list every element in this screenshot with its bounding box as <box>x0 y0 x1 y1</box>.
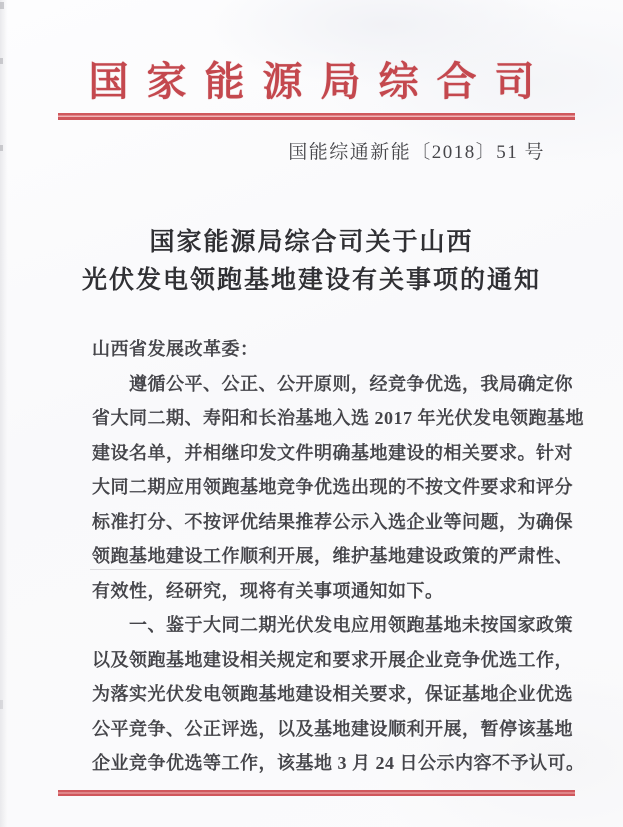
body-text-line: 企业竞争优选等工作，该基地 3 月 24 日公示内容不予认可。 <box>92 753 585 773</box>
notice-title <box>0 224 623 300</box>
scan-speck <box>0 2 4 9</box>
body-text-line: 有效性，经研究，现将有关事项通知如下。 <box>92 580 444 601</box>
letterhead-divider <box>58 113 575 120</box>
body-text-line: 建设名单，并相继印发文件明确基地建设的相关要求。针对 <box>92 442 573 463</box>
body-text-line: 标准打分、不按评优结果推荐公示入选企业等问题，为确保 <box>92 511 573 532</box>
scan-speck <box>0 700 3 709</box>
agency-letterhead: 国家能源局综合司 <box>88 59 553 104</box>
notice-title-line1: 国家能源局综合司关于山西 <box>149 229 474 256</box>
body-text-line: 一、鉴于大同二期光伏发电应用领跑基地未按国家政策 <box>92 615 573 635</box>
notice-body <box>92 332 585 781</box>
body-text-line: 领跑基地建设工作顺利开展，维护基地建设政策的严肃性、 <box>92 546 573 566</box>
body-text-line: 大同二期应用领跑基地竞争优选出现的不按文件要求和评分 <box>92 477 573 497</box>
scan-crease <box>90 569 300 570</box>
body-text-line: 山西省发展改革委： <box>92 339 259 359</box>
body-text-line: 以及领跑基地建设相关规定和要求开展企业竞争优选工作， <box>92 649 573 670</box>
notice-title-line2: 光伏发电领跑基地建设有关事项的通知 <box>81 267 541 294</box>
document-number: 国能综通新能〔2018〕51 号 <box>288 142 545 163</box>
footer-divider <box>58 790 575 796</box>
scan-speck <box>0 145 3 151</box>
body-text-line: 为落实光伏发电领跑基地建设相关要求，保证基地企业优选 <box>92 684 573 704</box>
body-text-line: 公平竞争、公正评选，以及基地建设顺利开展，暂停该基地 <box>92 718 573 739</box>
body-text-line: 省大同二期、寿阳和长治基地入选 2017 年光伏发电领跑基地 <box>92 408 584 428</box>
body-text-line: 遵循公平、公正、公开原则，经竞争优选，我局确定你 <box>92 373 573 394</box>
scan-speck <box>0 58 3 64</box>
